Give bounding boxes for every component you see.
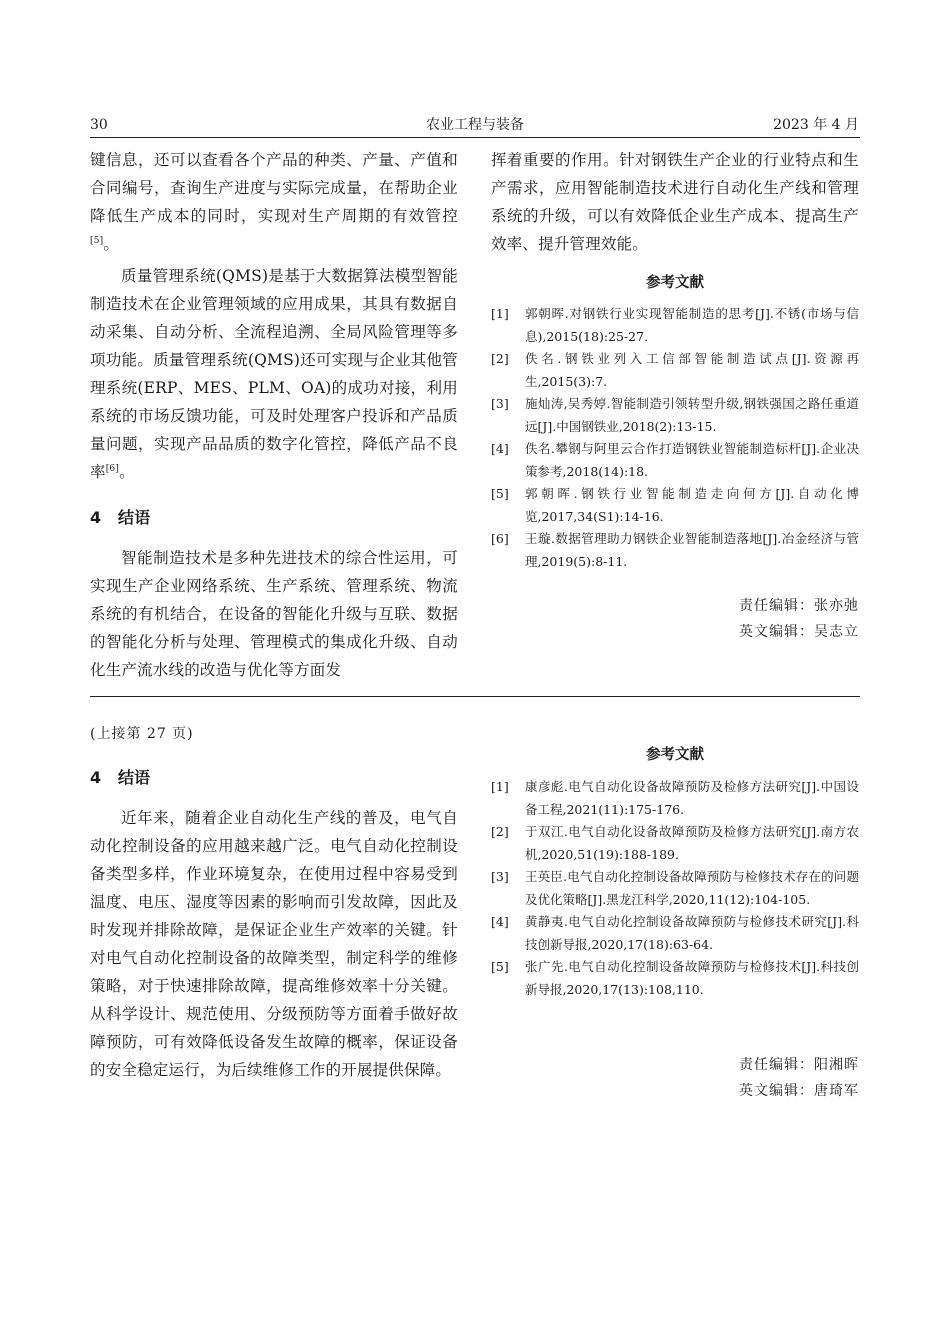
body-paragraph: 智能制造技术是多种先进技术的综合性运用，可实现生产企业网络系统、生产系统、管理系统、物流系统的有机结合，在设备的智能化升级与互联、数据的智能化分析与处理、管理模式的集成化升级、自动化生产流水线的改造与优化等方面发	[90, 549, 458, 679]
section-heading	[90, 506, 458, 530]
reference-number: [2]	[491, 351, 509, 366]
body-paragraph: 近年来，随着企业自动化生产线的普及，电气自动化控制设备的应用越来越广泛。电气自动化控制设备类型多样，作业环境复杂，在使用过程中容易受到温度、电压、湿度等因素的影响而引发故障，因此及时发现并排除故障，是保证企业生产效率的关键。针对电气自动化控制设备的故障类型，制定科学的维修策略，对于快速排除故障，提高维修效率十分关键。从科学设计、规范使用、分级预防等方面着手做好故障预防，可有效降低设备发生故障的概率，保证设备的安全稳定运行，为后续维修工作的开展提供保障。	[90, 809, 458, 1079]
english-editor-credit: 英文编辑：吴志立	[739, 624, 859, 640]
reference-text: 王英臣.电气自动化控制设备故障预防与检修技术存在的问题及优化策略[J].黑龙江科学,2020,11(12):104-105.	[525, 869, 859, 907]
header-rule	[90, 137, 860, 138]
reference-text: 施灿涛,吴秀婷.智能制造引领转型升级,钢铁强国之路任重道远[J].中国钢铁业,2018(2):13-15.	[525, 396, 859, 434]
reference-number: [5]	[491, 486, 509, 501]
page-number: 30	[90, 117, 108, 133]
section-title: 结语	[118, 768, 151, 787]
journal-title: 农业工程与装备	[426, 117, 524, 133]
reference-text: 王璇.数据管理助力钢铁企业智能制造落地[J].冶金经济与管理,2019(5):8-11.	[525, 531, 859, 569]
article1-right-column	[491, 146, 859, 258]
reference-text: 张广先.电气自动化控制设备故障预防与检修技术[J].科技创新导报,2020,17(13):108,110.	[525, 959, 859, 997]
reference-item	[491, 393, 859, 438]
body-paragraph: 键信息，还可以查看各个产品的种类、产量、产值和合同编号，查询生产进度与实际完成量，在帮助企业降低生产成本的同时，实现对生产周期的有效管控[5]。	[90, 151, 458, 253]
reference-number: [1]	[491, 779, 509, 794]
reference-number: [2]	[491, 824, 509, 839]
reference-item	[491, 303, 859, 348]
reference-text: 郭朝晖.钢铁行业智能制造走向何方[J].自动化博览,2017,34(S1):14-16.	[525, 486, 859, 524]
reference-item	[491, 348, 859, 393]
issue-date: 2023 年 4 月	[773, 117, 859, 133]
citation: [5]	[90, 236, 104, 246]
article2-left-column	[90, 804, 458, 1084]
reference-number: [4]	[491, 441, 509, 456]
reference-list	[491, 776, 859, 1001]
section-number: 4	[90, 508, 102, 527]
article1-left-column	[90, 146, 458, 684]
reference-item	[491, 438, 859, 483]
reference-text: 黄静夷.电气自动化控制设备故障预防与检修技术研究[J].科技创新导报,2020,17(18):63-64.	[525, 914, 859, 952]
reference-item	[491, 776, 859, 821]
reference-text: 康彦彪.电气自动化设备故障预防及检修方法研究[J].中国设备工程,2021(11):175-176.	[525, 779, 859, 817]
reference-number: [1]	[491, 306, 509, 321]
continued-note: (上接第 27 页)	[90, 726, 194, 742]
reference-text: 佚名.钢铁业列入工信部智能制造试点[J].资源再生,2015(3):7.	[525, 351, 859, 389]
body-paragraph: 质量管理系统(QMS)是基于大数据算法模型智能制造技术在企业管理领域的应用成果，其具有数据自动采集、自动分析、全流程追溯、全局风险管理等多项功能。质量管理系统(QMS)还可实现与企业其他管理系统(ERP、MES、PLM、OA)的成功对接，利用系统的市场反馈功能，可及时处理客户投诉和产品质量问题，实现产品品质的数字化管控，降低产品不良率[6]。	[90, 267, 458, 481]
reference-item	[491, 528, 859, 573]
reference-item	[491, 866, 859, 911]
section-heading	[90, 766, 150, 790]
reference-text: 郭朝晖.对钢铁行业实现智能制造的思考[J].不锈(市场与信息),2015(18):25-27.	[525, 306, 859, 344]
reference-number: [6]	[491, 531, 509, 546]
reference-item	[491, 821, 859, 866]
reference-number: [5]	[491, 959, 509, 974]
english-editor-credit: 英文编辑：唐琦军	[739, 1083, 859, 1099]
reference-number: [3]	[491, 396, 509, 411]
citation: [6]	[105, 464, 120, 474]
reference-number: [3]	[491, 869, 509, 884]
reference-text: 于双江.电气自动化设备故障预防及检修方法研究[J].南方农机,2020,51(19):188-189.	[525, 824, 859, 862]
section-number: 4	[90, 768, 102, 787]
editor-credit: 责任编辑：阳湘晖	[739, 1057, 859, 1073]
reference-text: 佚名.攀钢与阿里云合作打造钢铁业智能制造标杆[J].企业决策参考,2018(14):18.	[525, 441, 859, 479]
body-paragraph: 挥着重要的作用。针对钢铁生产企业的行业特点和生产需求，应用智能制造技术进行自动化生产线和管理系统的升级，可以有效降低企业生产成本、提高生产效率、提升管理效能。	[491, 151, 859, 253]
reference-number: [4]	[491, 914, 509, 929]
reference-list	[491, 303, 859, 573]
references-title: 参考文献	[646, 747, 704, 763]
article-separator	[90, 696, 860, 697]
reference-item	[491, 956, 859, 1001]
section-title: 结语	[118, 508, 151, 527]
references-title: 参考文献	[646, 275, 704, 291]
editor-credit: 责任编辑：张亦弛	[739, 598, 859, 614]
reference-item	[491, 483, 859, 528]
reference-item	[491, 911, 859, 956]
